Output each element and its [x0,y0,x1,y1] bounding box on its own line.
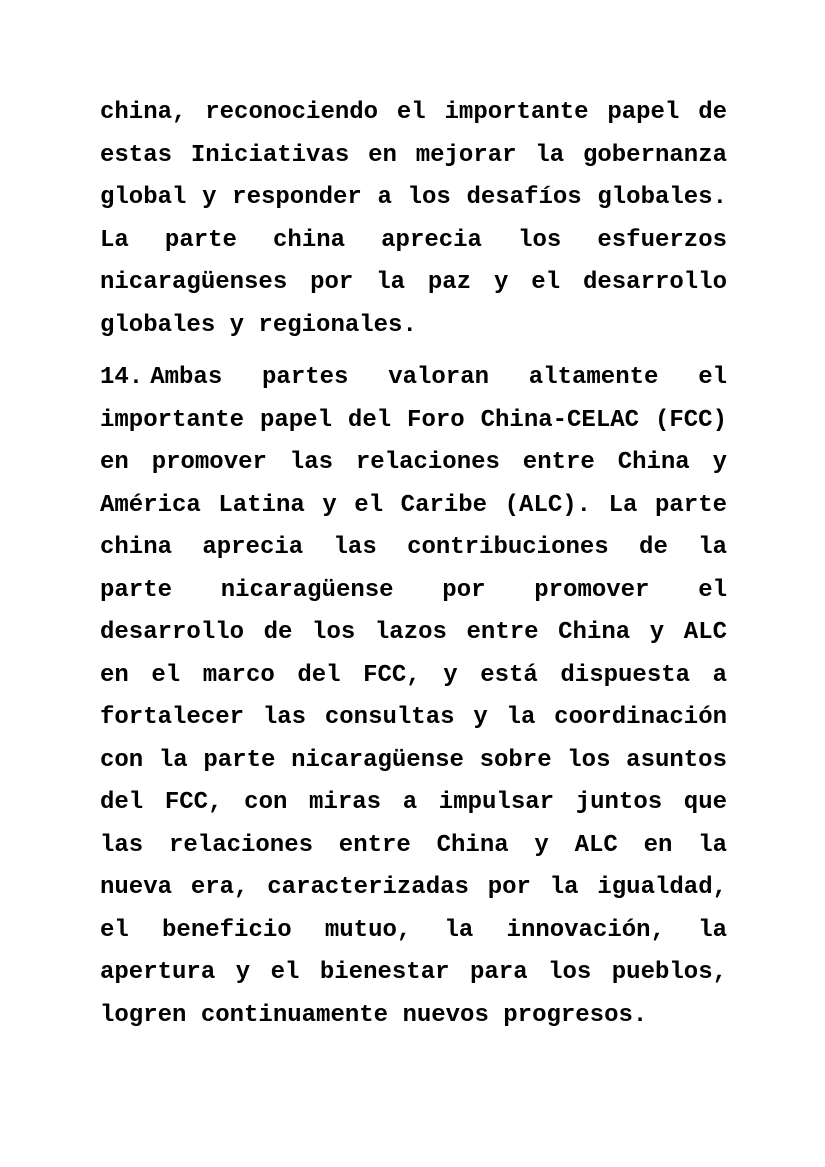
text-line: nicaragüenses por la paz y el desarrollo [100,269,727,296]
text-line: América Latina y el Caribe (ALC). La parte [100,491,727,519]
text-line: en el marco del FCC, y está dispuesta a [100,661,727,689]
text-line: nueva era, caracterizadas por la igualdad, [100,874,727,901]
text-line: el beneficio mutuo, la innovación, la [100,916,727,944]
text-line: con la parte nicaragüense sobre los asuntos [100,746,727,774]
text-line: importante papel del Foro China-CELAC (FCC) [100,406,727,434]
text-line: 14. Ambas partes valoran altamente el [100,357,727,400]
text-line: china aprecia las contribuciones de la [100,534,727,561]
text-line: logren continuamente nuevos progresos. [100,1001,648,1029]
text-line: apertura y el bienestar para los pueblos, [100,959,727,986]
text-line: global y responder a los desafíos globales. [100,184,727,211]
document-body [100,92,727,1037]
text-line: parte nicaragüense por promover el [100,576,727,604]
list-number: 14. [100,364,144,391]
text-line: china, reconociendo el importante papel de [100,99,727,126]
text-line: globales y regionales. [100,311,417,339]
text-line: La parte china aprecia los esfuerzos [100,226,727,254]
paragraph [100,92,727,347]
text-line: desarrollo de los lazos entre China y ALC [100,619,727,646]
text-line: del FCC, con miras a impulsar juntos que [100,789,727,816]
text-line: fortalecer las consultas y la coordinación [100,704,727,731]
text-line: estas Iniciativas en mejorar la gobernanza [100,141,727,169]
text-line: en promover las relaciones entre China y [100,449,727,476]
paragraph [100,357,727,1037]
text-line: las relaciones entre China y ALC en la [100,831,727,859]
